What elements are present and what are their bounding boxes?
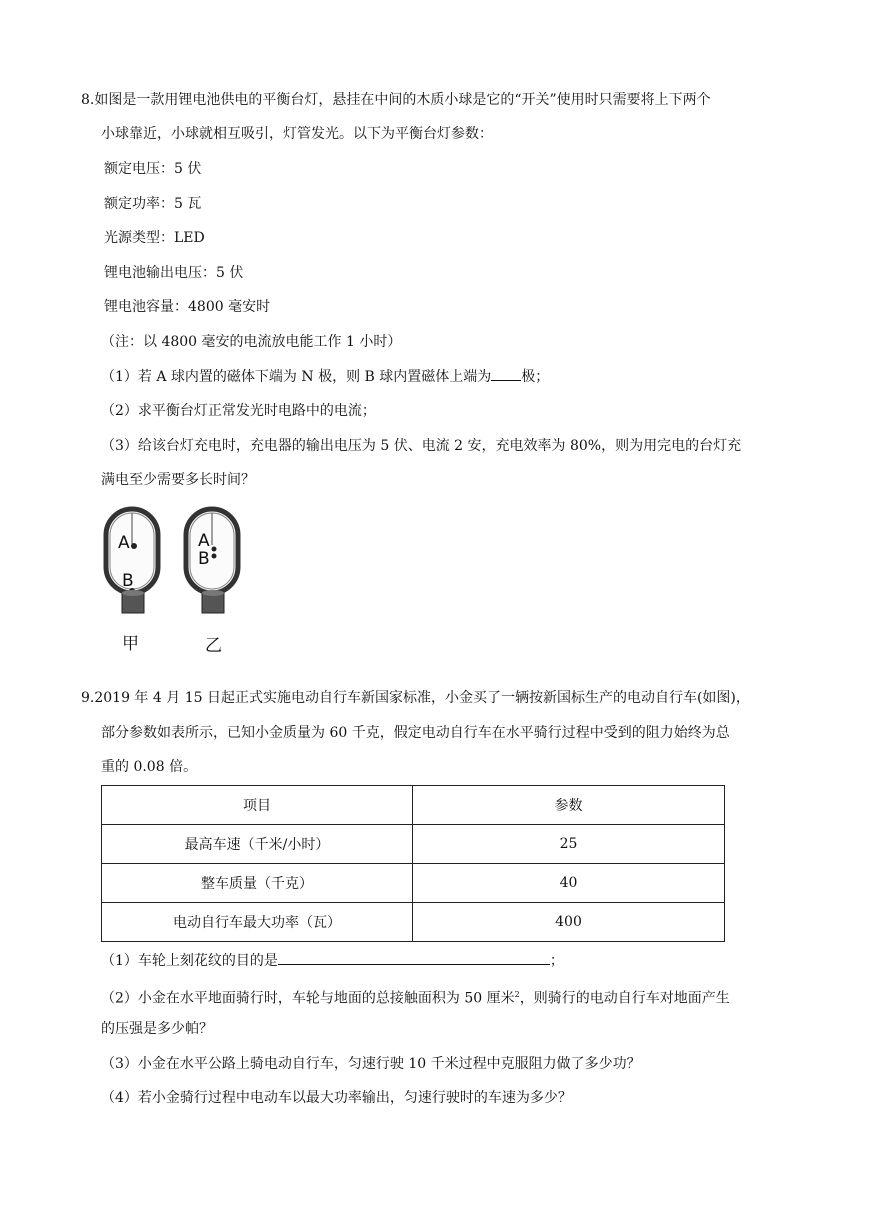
table-row xyxy=(102,903,725,942)
q8-param-voltage: 额定电压：5 伏 xyxy=(104,161,202,177)
q8-sub-question-2: （2）求平衡台灯正常发光时电路中的电流； xyxy=(101,403,376,419)
q9-sub2-text-cont: ，则骑行的电动自行车对地面产生 xyxy=(519,990,730,1007)
table-header-row xyxy=(102,786,725,825)
lamp-yi-caption: 乙 xyxy=(205,636,222,656)
q9-sub2-superscript: 2 xyxy=(514,990,520,999)
lamp-jia-ball-b-label: B xyxy=(122,571,134,591)
q8-sub1-text: （1）若 A 球内置的磁体下端为 N 极，则 B 球内置磁体上端为 xyxy=(101,369,492,385)
q8-sub-question-3-line-2: 满电至少需要多长时间？ xyxy=(101,472,255,488)
q8-sub-question-3-line-1: （3）给该台灯充电时，充电器的输出电压为 5 伏、电流 2 安，充电效率为 80%，则为用完电的台灯充 xyxy=(101,438,742,454)
q8-param-battery-voltage: 锂电池输出电压：5 伏 xyxy=(104,265,244,281)
q9-stem-line-1: 9.2019 年 4 月 15 日起正式实施电动自行车新国家标准，小金买了一辆按新国标生产的电动自行车(如图)， xyxy=(81,690,750,706)
table-cell-value: 400 xyxy=(413,903,725,942)
balance-lamp-figure xyxy=(100,505,260,655)
q8-param-light-source: 光源类型：LED xyxy=(104,230,205,246)
q8-sub1-answer-blank[interactable] xyxy=(491,366,521,381)
lamp-jia-ball-a-label: A xyxy=(118,533,130,553)
q9-parameter-table xyxy=(101,785,725,942)
q9-sub-question-2-line-2: 的压强是多少帕？ xyxy=(101,1021,213,1037)
q8-stem-line-2: 小球靠近，小球就相互吸引，灯管发光。以下为平衡台灯参数： xyxy=(101,126,493,142)
q8-stem-line-1: 8.如图是一款用锂电池供电的平衡台灯，悬挂在中间的木质小球是它的“开关”使用时只需要将上下两个 xyxy=(81,92,711,108)
q9-sub1-suffix: ； xyxy=(549,953,564,969)
q8-param-battery-capacity: 锂电池容量：4800 毫安时 xyxy=(104,299,271,315)
q9-stem-line-3: 重的 0.08 倍。 xyxy=(101,759,198,775)
q9-sub-question-3: （3）小金在水平公路上骑电动自行车，匀速行驶 10 千米过程中克服阻力做了多少功？ xyxy=(101,1056,641,1072)
q9-sub1-text: （1）车轮上刻花纹的目的是 xyxy=(101,953,278,969)
table-cell-item: 电动自行车最大功率（瓦） xyxy=(102,903,413,942)
table-cell-value: 25 xyxy=(413,825,725,864)
table-header-item: 项目 xyxy=(102,786,413,825)
q9-sub1-answer-blank[interactable] xyxy=(278,950,550,965)
q8-param-power: 额定功率：5 瓦 xyxy=(104,196,202,212)
q8-sub-question-1 xyxy=(101,366,549,387)
table-row xyxy=(102,825,725,864)
q9-sub2-text: （2）小金在水平地面骑行时，车轮与地面的总接触面积为 50 厘米 xyxy=(101,990,515,1007)
q9-stem-line-2: 部分参数如表所示，已知小金质量为 60 千克，假定电动自行车在水平骑行过程中受到的阻力始终为总 xyxy=(101,725,730,741)
q9-sub-question-1 xyxy=(101,950,564,971)
lamp-yi-ball-a-label: A xyxy=(198,531,210,551)
table-row xyxy=(102,864,725,903)
lamp-yi xyxy=(186,509,238,613)
q9-sub-question-2-line-1 xyxy=(101,985,730,1009)
table-cell-item: 最高车速（千米/小时） xyxy=(102,825,413,864)
q8-note: （注：以 4800 毫安的电流放电能工作 1 小时） xyxy=(101,334,402,350)
table-cell-item: 整车质量（千克） xyxy=(102,864,413,903)
table-header-value: 参数 xyxy=(413,786,725,825)
lamp-yi-ball-b-label: B xyxy=(198,549,210,569)
lamp-jia-caption: 甲 xyxy=(122,634,139,654)
q9-sub-question-4: （4）若小金骑行过程中电动车以最大功率输出，匀速行驶时的车速为多少？ xyxy=(101,1090,572,1106)
lamp-jia xyxy=(106,509,158,613)
table-cell-value: 40 xyxy=(413,864,725,903)
q8-sub1-suffix: 极； xyxy=(521,369,550,385)
